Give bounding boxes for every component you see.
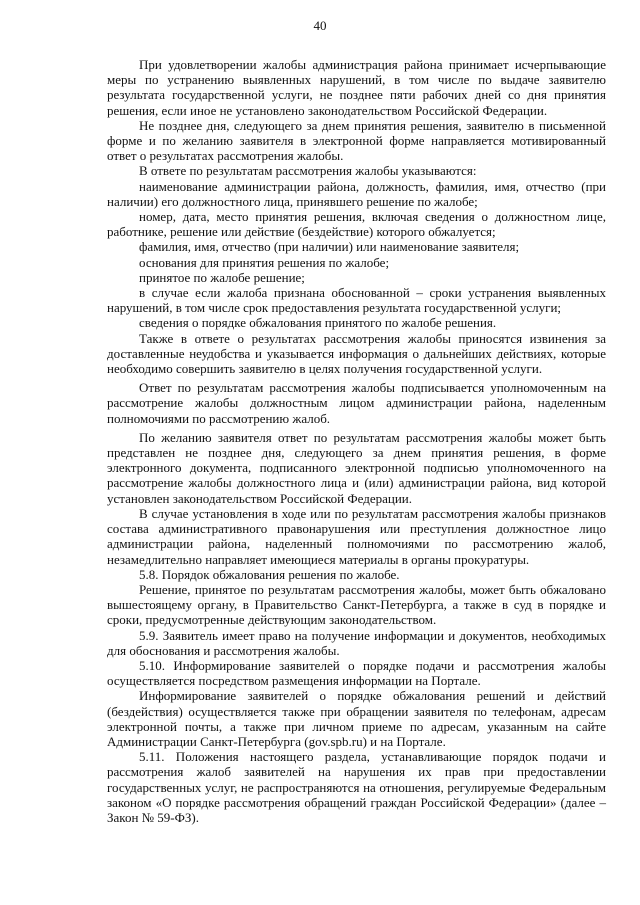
paragraph: Информирование заявителей о порядке обжалования решений и действий (бездействия) осуществляется также при обращении заявителя по телефонам, адресам электронной почты, а также при личном приеме по адресам, указанным на сайте Администрации Санкт-Петербурга (gov.spb.ru) и на Портале. (107, 688, 606, 749)
paragraph: Решение, принятое по результатам рассмотрения жалобы, может быть обжаловано вышестоящему органу, в Правительство Санкт-Петербурга, а также в суд в порядке и сроки, предусмотренные действующим законодательством. (107, 581, 606, 628)
paragraph: По желанию заявителя ответ по результатам рассмотрения жалобы может быть представлен не позднее дня, следующего за днем принятия решения, в форме электронного документа, подписанного электронной подписью уполномоченного на рассмотрение жалобы должностного лица и (или) администрации района, вид которой установлен законодательством Российской Федерации. (107, 429, 606, 506)
paragraph: В случае установления в ходе или по результатам рассмотрения жалобы признаков состава административного правонарушения или преступления должностное лицо администрации района, наделенный полномочиями по рассмотрению жалоб, незамедлительно направляет имеющиеся материалы в органы прокуратуры. (107, 505, 606, 567)
paragraph: номер, дата, место принятия решения, включая сведения о должностном лице, работнике, решение или действие (бездействие) которого обжалуется; (107, 209, 606, 240)
document-body (107, 57, 606, 825)
paragraph: 5.10. Информирование заявителей о порядке подачи и рассмотрения жалобы осуществляется посредством размещения информации на Портале. (107, 657, 606, 689)
paragraph: фамилия, имя, отчество (при наличии) или наименование заявителя; (139, 239, 520, 255)
paragraph: Ответ по результатам рассмотрения жалобы подписывается уполномоченным на рассмотрение жалобы должностным лицом администрации района, наделенным полномочиями по рассмотрению жалоб. (107, 380, 606, 426)
paragraph: В ответе по результатам рассмотрения жалобы указываются: (139, 163, 477, 179)
paragraph: наименование администрации района, должность, фамилия, имя, отчество (при наличии) его должностного лица, принявшего решение по жалобе; (107, 178, 606, 209)
paragraph: 5.9. Заявитель имеет право на получение информации и документов, необходимых для обоснования и рассмотрения жалобы. (107, 627, 606, 658)
paragraph: 5.11. Положения настоящего раздела, устанавливающие порядок подачи и рассмотрения жалоб заявителей на нарушения их прав при предоставлении государственных услуг, не распространяются на отношения, регулируемые Федеральным законом «О порядке рассмотрения обращений граждан Российской Федерации» (далее – Закон № 59-ФЗ). (107, 749, 606, 825)
paragraph: принятое по жалобе решение; (139, 269, 305, 285)
page-number: 40 (313, 18, 327, 33)
paragraph: Не позднее дня, следующего за днем принятия решения, заявителю в письменной форме и по желанию заявителя в электронной форме направляется мотивированный ответ о результатах рассмотрения жалобы. (107, 117, 606, 164)
paragraph: При удовлетворении жалобы администрация района принимает исчерпывающие меры по устранению выявленных нарушений, в том числе по выдаче заявителю результата государственной услуги, не позднее пяти рабочих дней со дня принятия решения, если иное не установлено законодательством Российской Федерации. (107, 57, 606, 118)
paragraph: основания для принятия решения по жалобе; (139, 254, 390, 270)
paragraph: сведения о порядке обжалования принятого по жалобе решения. (139, 315, 497, 331)
paragraph: в случае если жалоба признана обоснованной – сроки устранения выявленных нарушений, в том числе срок предоставления результата государственной услуги; (107, 285, 606, 316)
paragraph: 5.8. Порядок обжалования решения по жалобе. (139, 566, 400, 582)
paragraph: Также в ответе о результатах рассмотрения жалобы приносятся извинения за доставленные неудобства и указывается информация о дальнейших действиях, которые необходимо совершить заявителю в целях получения государственной услуги. (107, 330, 606, 377)
